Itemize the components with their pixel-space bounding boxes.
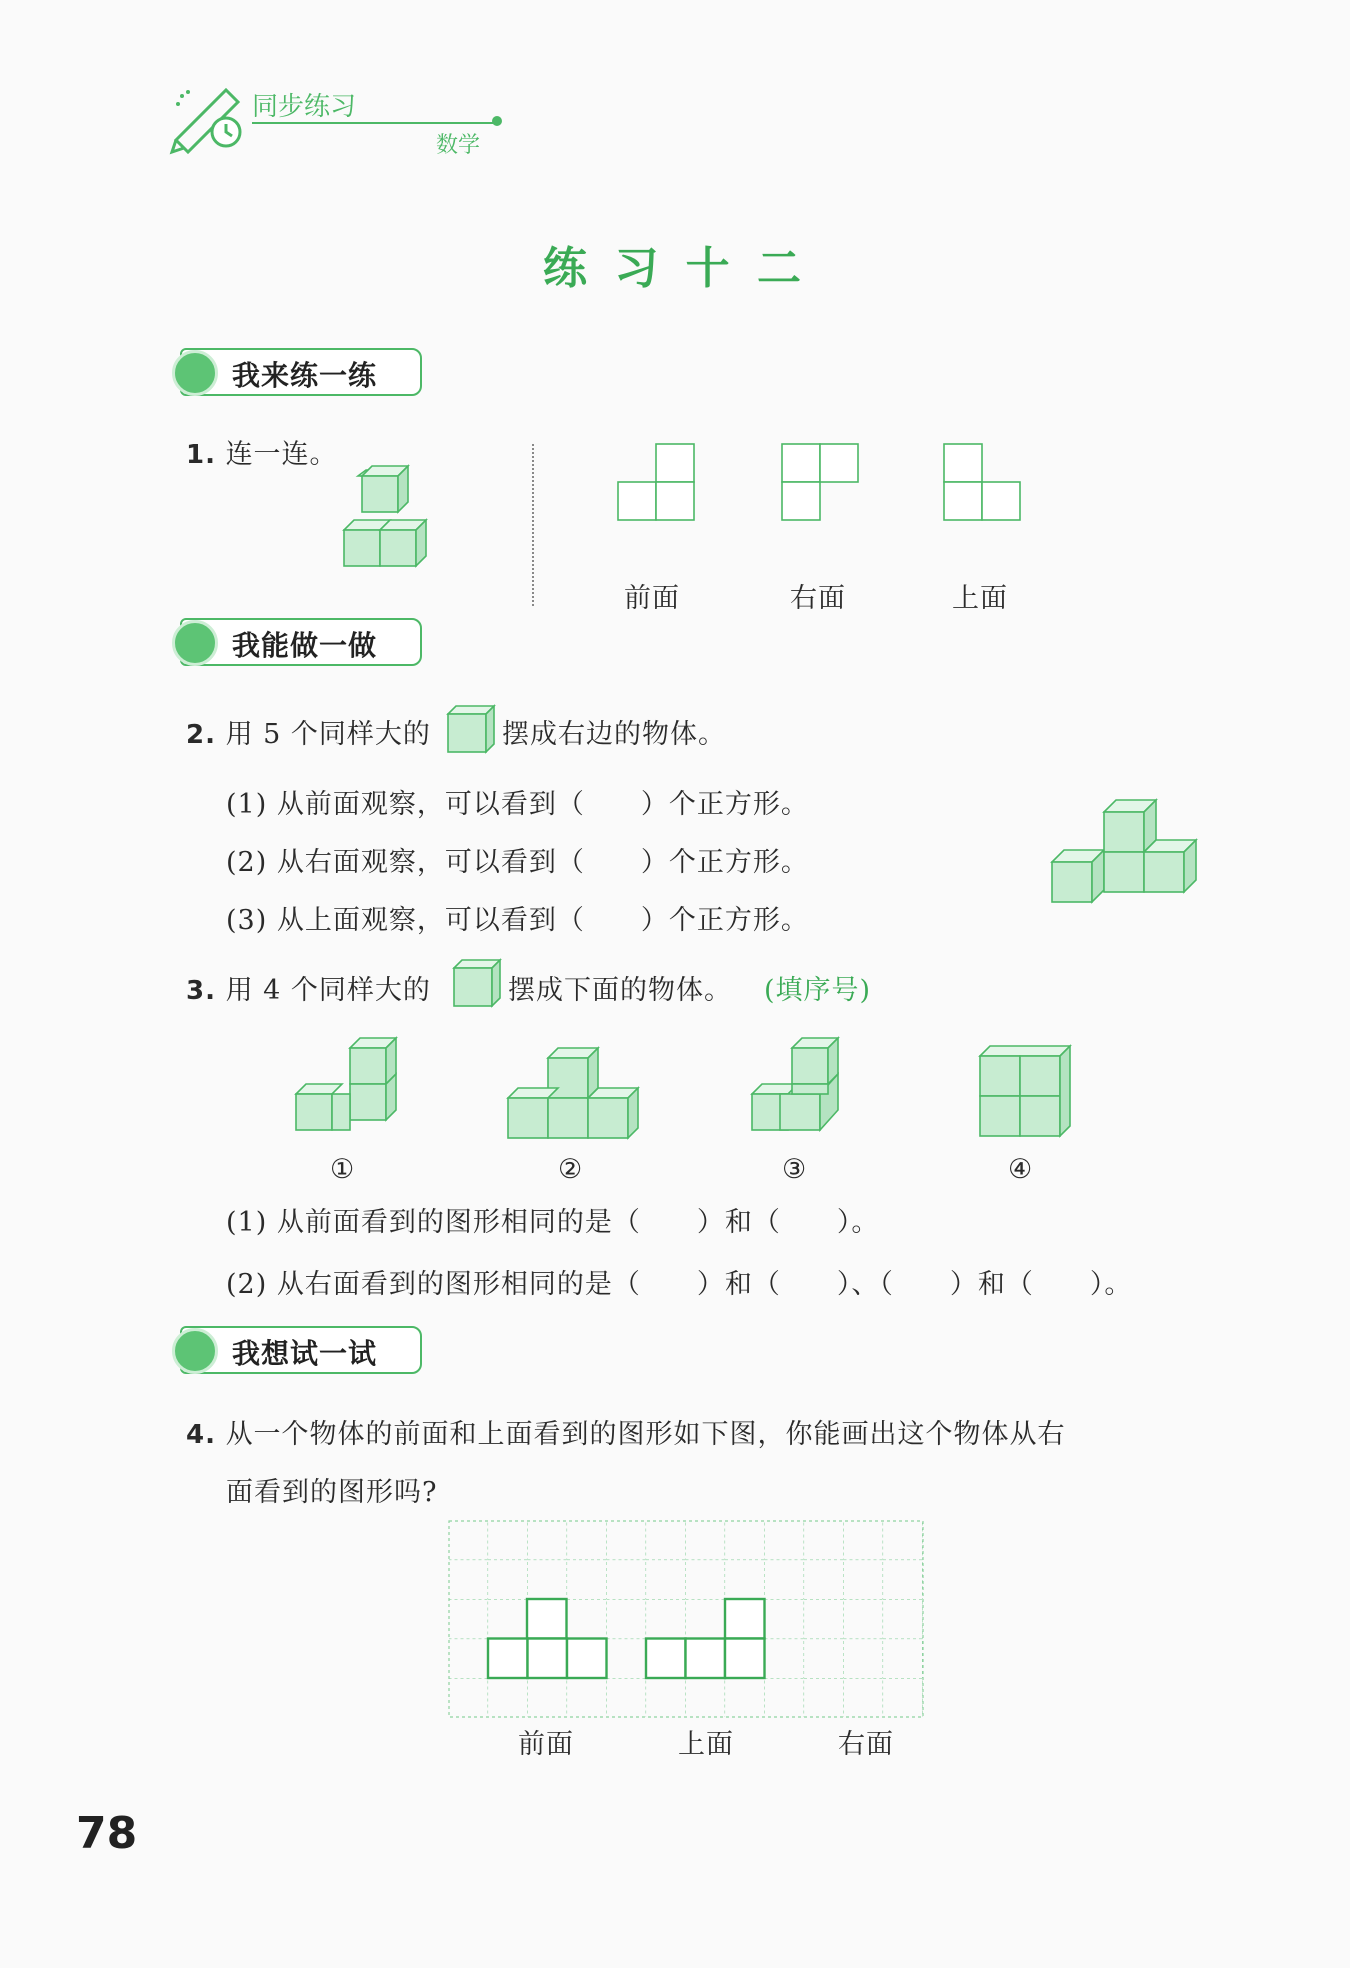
q1-divider xyxy=(532,444,534,606)
q1-label-front: 前面 xyxy=(624,583,680,614)
q3-item-1: (1) 从前面看到的图形相同的是（ ）和（ ）。 xyxy=(226,1207,880,1238)
cube-icon xyxy=(446,704,502,756)
q4-label-right: 右面 xyxy=(838,1729,894,1760)
cube-icon xyxy=(452,958,508,1010)
q3-marker-2: ② xyxy=(558,1154,584,1185)
q1-view-b xyxy=(780,442,864,526)
section-banner-practice xyxy=(172,348,422,398)
q4-line2: 面看到的图形吗? xyxy=(226,1477,438,1508)
q3-figure-1 xyxy=(296,1036,406,1146)
pencil-clock-icon xyxy=(168,82,248,166)
q3-prompt xyxy=(186,968,431,1007)
q4-label-front: 前面 xyxy=(518,1729,574,1760)
q4-number: 4. xyxy=(186,1420,216,1450)
section-label: 我想试一试 xyxy=(232,1337,378,1370)
ruler-compass-icon xyxy=(172,350,218,396)
q3-text-b: 摆成下面的物体。 xyxy=(508,975,732,1006)
q1-label-right: 右面 xyxy=(790,583,846,614)
q4-grid-figure xyxy=(448,1520,924,1718)
page-number: 78 xyxy=(76,1808,138,1859)
q3-number: 3. xyxy=(186,976,216,1006)
q2-prompt xyxy=(186,712,431,751)
q1-view-c xyxy=(942,442,1026,526)
q3-item-2: (2) 从右面看到的图形相同的是（ ）和（ ）、（ ）和（ ）。 xyxy=(226,1269,1133,1300)
header-title: 同步练习 xyxy=(252,92,357,122)
q4-prompt-line1 xyxy=(186,1412,1066,1451)
q4-line1: 从一个物体的前面和上面看到的图形如下图，你能画出这个物体从右 xyxy=(225,1419,1066,1450)
q2-item-3: (3) 从上面观察，可以看到（ ）个正方形。 xyxy=(226,905,809,936)
q3-figure-2 xyxy=(508,1048,648,1148)
q2-text-a: 用 5 个同样大的 xyxy=(225,719,431,750)
section-banner-try xyxy=(172,1326,422,1376)
q2-number: 2. xyxy=(186,720,216,750)
page-title: 练 习 十 二 xyxy=(543,243,807,294)
q1-number: 1. xyxy=(186,440,216,470)
q3-figure-4 xyxy=(976,1046,1086,1146)
header-rule-dot xyxy=(492,116,502,126)
q3-marker-1: ① xyxy=(330,1154,356,1185)
q3-marker-4: ④ xyxy=(1008,1154,1034,1185)
q3-text-a: 用 4 个同样大的 xyxy=(225,975,431,1006)
q1-view-a xyxy=(616,442,700,526)
q1-label-top: 上面 xyxy=(952,583,1008,614)
pencil-icon xyxy=(172,620,218,666)
section-label: 我能做一做 xyxy=(232,629,378,662)
header-subject: 数学 xyxy=(436,133,481,158)
q2-item-1: (1) 从前面观察，可以看到（ ）个正方形。 xyxy=(226,789,809,820)
q1-cube-figure xyxy=(340,470,460,582)
q3-marker-3: ③ xyxy=(782,1154,808,1185)
pointing-hand-icon xyxy=(172,1328,218,1374)
q1-text: 连一连。 xyxy=(225,439,338,470)
section-label: 我来练一练 xyxy=(232,359,378,392)
q3-figure-3 xyxy=(752,1036,862,1146)
q2-text-b: 摆成右边的物体。 xyxy=(502,719,726,750)
section-banner-doit xyxy=(172,618,422,668)
q4-label-top: 上面 xyxy=(678,1729,734,1760)
q2-item-2: (2) 从右面观察，可以看到（ ）个正方形。 xyxy=(226,847,809,878)
q2-cube-figure xyxy=(1052,800,1202,910)
q1-prompt xyxy=(186,432,338,471)
header-rule xyxy=(252,122,497,124)
q3-hint: (填序号) xyxy=(764,975,872,1006)
